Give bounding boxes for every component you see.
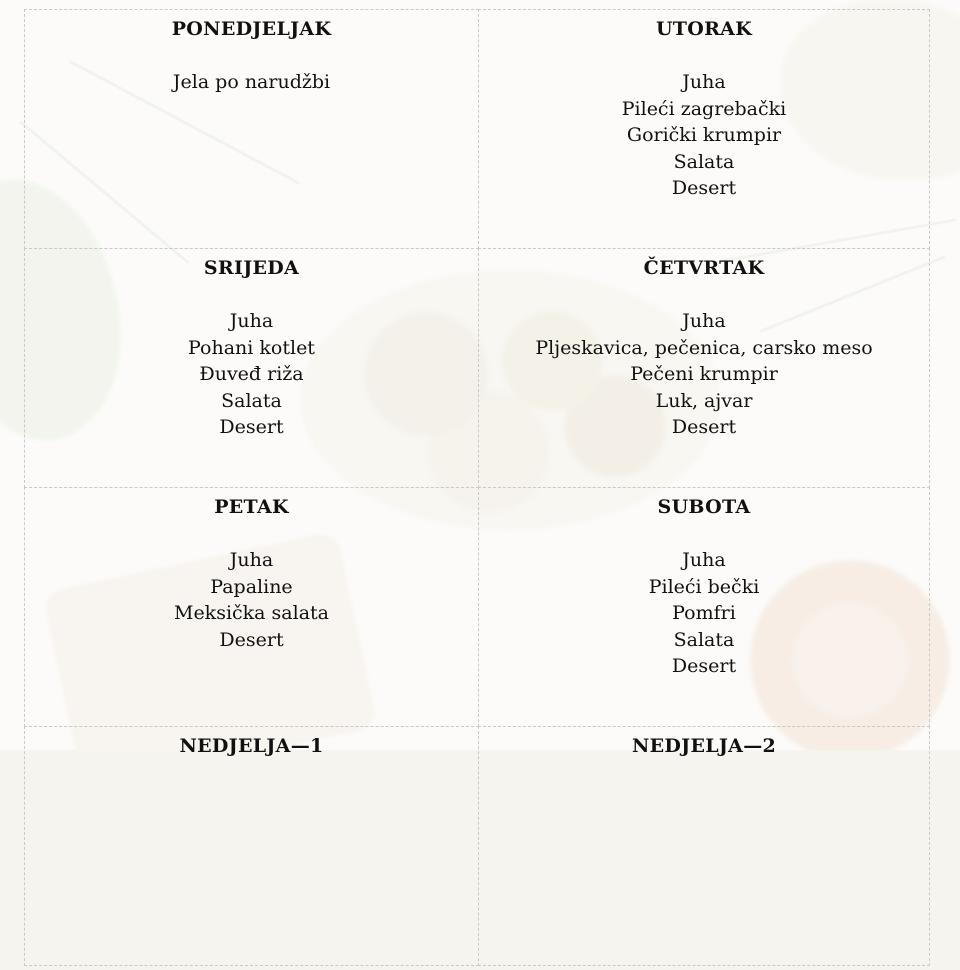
menu-item: Salata — [673, 150, 735, 173]
menu-item: Juha — [682, 549, 726, 571]
day-title: PETAK — [214, 496, 289, 518]
menu-item: Pileći bečki — [648, 575, 760, 598]
menu-item: Pečeni krumpir — [630, 363, 778, 385]
day-cell-saturday — [478, 487, 930, 727]
menu-list — [25, 308, 478, 441]
menu-item: Gorički krumpir — [626, 124, 782, 146]
menu-item: Desert — [219, 628, 284, 651]
menu-item: Đuveđ riža — [199, 363, 304, 385]
menu-item: Pljeskavica, pečenica, carsko meso — [535, 336, 873, 359]
menu-item: Pomfri — [672, 602, 736, 624]
day-title: PONEDJELJAK — [171, 18, 332, 40]
menu-list — [25, 69, 478, 96]
weekly-menu-grid — [25, 10, 930, 970]
day-cell-wednesday — [24, 248, 479, 488]
day-cell-sunday-1 — [24, 726, 479, 966]
menu-list — [479, 308, 929, 441]
menu-item: Desert — [671, 416, 737, 438]
day-title: SRIJEDA — [203, 257, 300, 279]
menu-item: Desert — [671, 655, 737, 677]
menu-item: Desert — [671, 177, 737, 199]
day-title: UTORAK — [655, 18, 753, 40]
menu-item: Juha — [229, 549, 274, 571]
menu-item: Pohani kotlet — [188, 336, 315, 359]
menu-list — [479, 69, 929, 202]
menu-item: Juha — [682, 310, 726, 332]
menu-item: Juha — [229, 310, 274, 332]
day-cell-friday — [24, 487, 479, 727]
menu-list — [479, 547, 929, 680]
day-title: SUBOTA — [657, 496, 751, 518]
menu-item: Luk, ajvar — [655, 389, 753, 412]
menu-item: Salata — [221, 389, 282, 412]
day-cell-tuesday — [478, 9, 930, 249]
menu-item: Juha — [682, 71, 726, 93]
menu-item: Pileći zagrebački — [621, 97, 787, 120]
menu-list — [25, 547, 478, 653]
menu-item: Jela po narudžbi — [172, 71, 331, 93]
day-cell-sunday-2 — [478, 726, 930, 966]
menu-item: Salata — [673, 628, 735, 651]
day-title: NEDJELJA—1 — [179, 735, 324, 757]
menu-item: Meksička salata — [173, 602, 329, 624]
day-title: NEDJELJA—2 — [631, 735, 777, 757]
menu-item: Desert — [219, 416, 284, 438]
day-title: ČETVRTAK — [643, 257, 765, 279]
menu-item: Papaline — [210, 575, 293, 598]
day-cell-monday — [24, 9, 479, 249]
day-cell-thursday — [478, 248, 930, 488]
